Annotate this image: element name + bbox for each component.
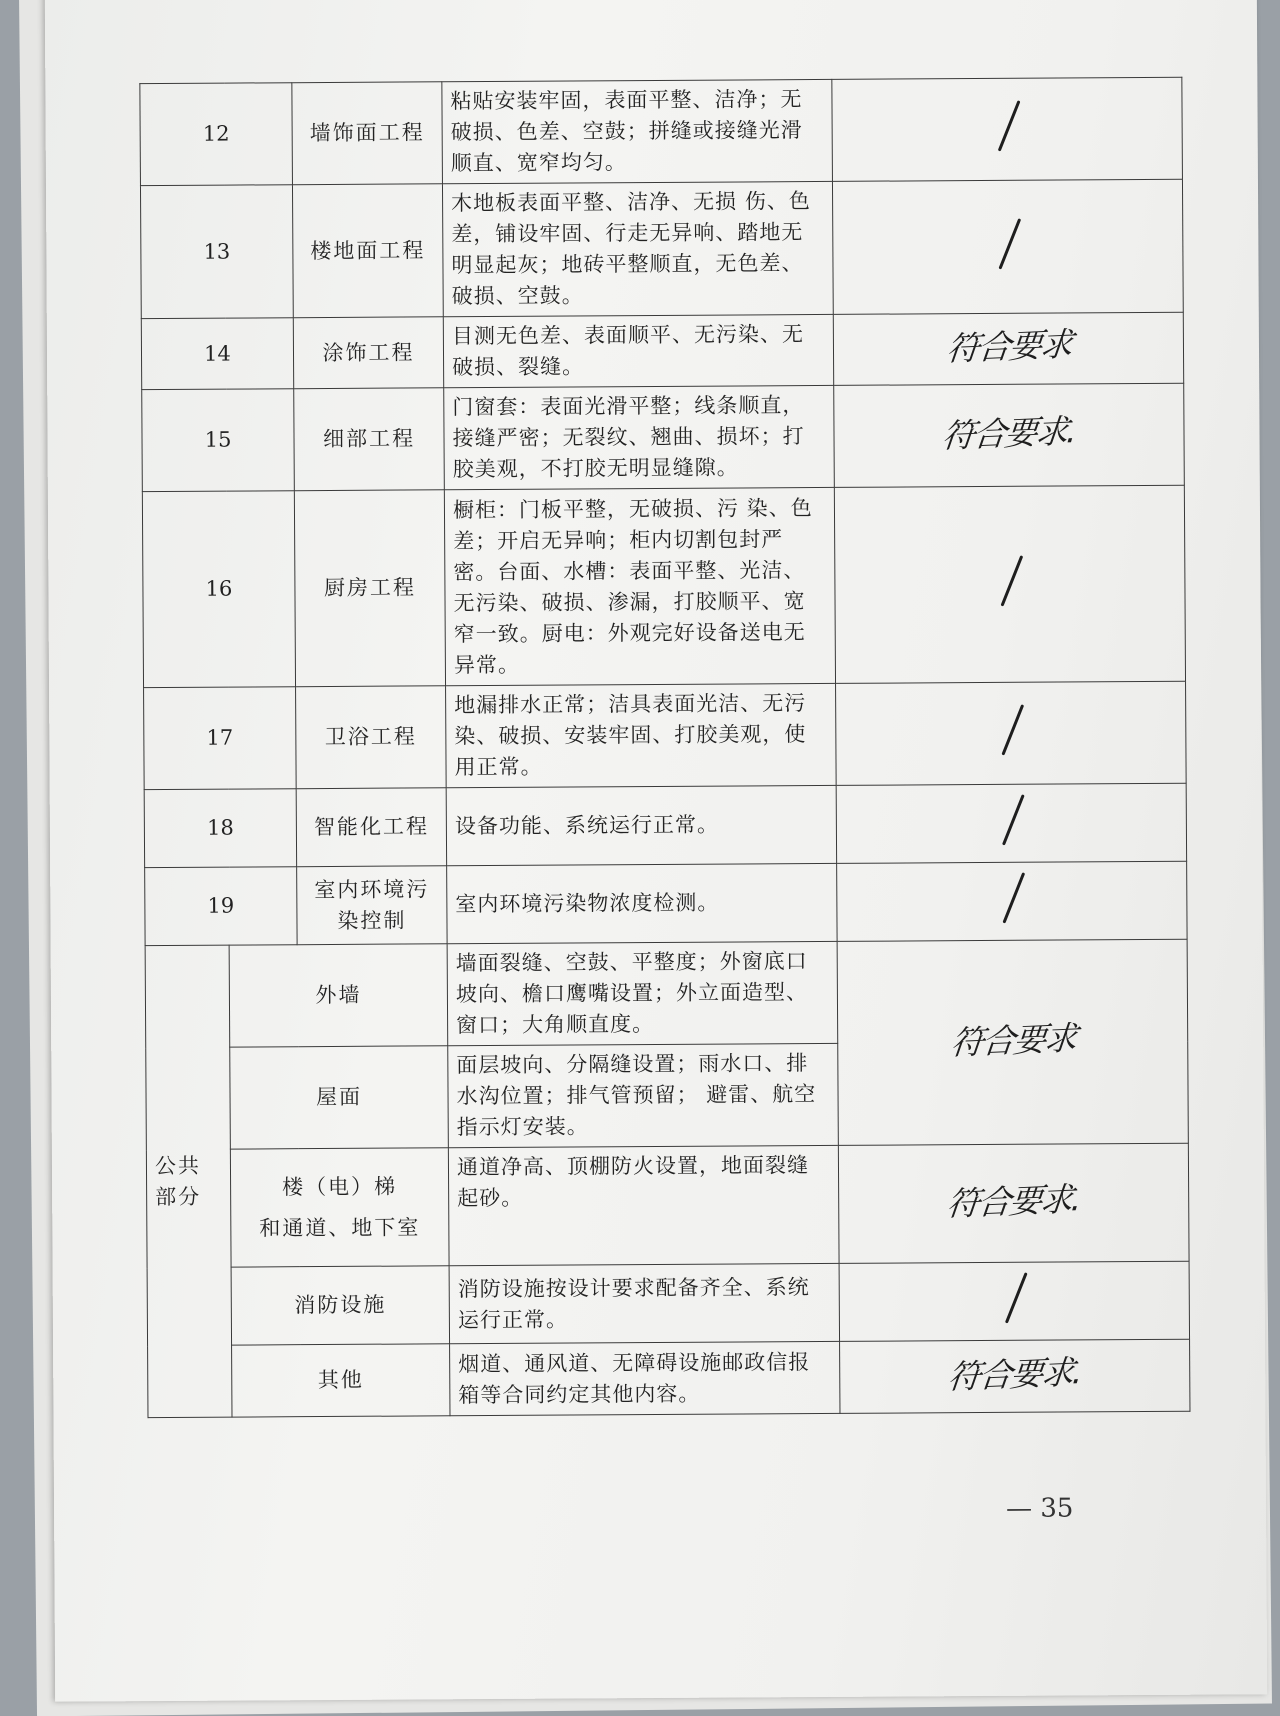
item-name: 消防设施: [231, 1266, 449, 1345]
table-row: [145, 939, 1188, 1047]
result-cell: [836, 681, 1187, 785]
table-row: [144, 681, 1187, 789]
table-row: [144, 783, 1186, 867]
item-standard: 目测无色差、表面顺平、无污染、无破损、裂缝。: [443, 314, 833, 387]
result-cell: [837, 939, 1188, 1145]
item-name-line: 和通道、地下室: [259, 1214, 421, 1240]
table-row: [140, 179, 1183, 318]
item-name: 卫浴工程: [296, 686, 447, 789]
row-number: 14: [141, 318, 293, 390]
table-row: [146, 1143, 1189, 1267]
page-number: — 35: [1005, 1493, 1074, 1524]
item-standard: 橱柜：门板平整，无破损、污 染、色差；开启无异响；柜内切割包封严密。台面、水槽：表面平整、光洁、无污染、破损、渗漏，打胶顺平、宽窄一致。厨电：外观完好设备送电无异常。: [444, 487, 835, 685]
result-cell: [840, 1339, 1190, 1413]
table-row: [148, 1339, 1190, 1417]
result-cell: [834, 383, 1185, 487]
table-row: [140, 77, 1183, 185]
row-number: 16: [142, 491, 295, 688]
item-standard: 通道净高、顶棚防火设置，地面裂缝起砂。: [448, 1145, 839, 1265]
item-name: 外墙: [229, 944, 448, 1047]
item-standard: 室内环境污染物浓度检测。: [447, 863, 837, 943]
result-cell: [834, 485, 1185, 683]
slash-mark: [980, 550, 1040, 610]
slash-mark: [982, 867, 1042, 927]
result-cell: [832, 77, 1183, 181]
item-name: 屋面: [230, 1046, 449, 1149]
item-standard: 面层坡向、分隔缝设置；雨水口、排水沟位置；排气管预留； 避雷、航空指示灯安装。: [448, 1043, 839, 1147]
item-standard: 粘贴安装牢固，表面平整、洁净；无破损、色差、空鼓；拼缝或接缝光滑顺直、宽窄均匀。: [442, 79, 833, 183]
item-name: 楼地面工程: [292, 184, 443, 318]
item-name: [230, 1148, 449, 1267]
item-name: 厨房工程: [294, 490, 445, 687]
result-cell: [838, 1143, 1189, 1263]
item-standard: 地漏排水正常；洁具表面光洁、无污染、破损、安装牢固、打胶美观，使用正常。: [446, 683, 837, 787]
row-number: 15: [142, 389, 295, 492]
result-cell: [839, 1261, 1189, 1341]
row-number: 17: [144, 687, 297, 790]
table-row: [141, 312, 1183, 389]
item-name: 智能化工程: [296, 788, 446, 867]
table-row: [142, 383, 1185, 491]
row-number: 18: [144, 789, 296, 868]
handwritten-result: 符合要求: [948, 1017, 1077, 1062]
slash-mark: [977, 95, 1037, 155]
item-name-line: 楼（电）梯: [282, 1174, 398, 1199]
item-standard: 消防设施按设计要求配备齐全、系统运行正常。: [449, 1263, 839, 1343]
row-number: 13: [140, 185, 293, 319]
result-cell: [836, 783, 1186, 863]
item-name: 室内环境污染控制: [297, 866, 447, 945]
item-name: 涂饰工程: [293, 317, 443, 389]
row-number: 19: [145, 867, 297, 946]
item-name: 墙饰面工程: [292, 82, 443, 185]
handwritten-result: 符合要求.: [946, 1351, 1084, 1397]
table-row: [142, 485, 1185, 687]
result-cell: [837, 861, 1187, 941]
table-row: [147, 1261, 1189, 1345]
row-number: 12: [140, 83, 293, 186]
table-row: [145, 861, 1187, 945]
item-name: 其他: [232, 1344, 450, 1417]
item-standard: 烟道、通风道、无障碍设施邮政信报箱等合同约定其他内容。: [450, 1341, 840, 1415]
result-cell: [833, 312, 1183, 385]
item-standard: 设备功能、系统运行正常。: [446, 785, 836, 865]
result-cell: [832, 179, 1183, 314]
public-area-label: 公共部分: [145, 945, 232, 1418]
handwritten-result: 符合要求: [944, 324, 1073, 369]
item-standard: 门窗套：表面光滑平整；线条顺直，接缝严密；无裂纹、翘曲、损坏；打胶美观，不打胶无明显缝隙。: [444, 385, 835, 489]
item-standard: 木地板表面平整、洁净、无损 伤、色差，铺设牢固、行走无异响、踏地无明显起灰；地砖平整顺直，无色差、破损、空鼓。: [442, 181, 833, 316]
slash-mark: [981, 789, 1041, 849]
slash-mark: [981, 699, 1041, 759]
slash-mark: [984, 1267, 1044, 1327]
item-standard: 墙面裂缝、空鼓、平整度；外窗底口坡向、檐口鹰嘴设置；外立面造型、窗口；大角顺直度。: [447, 941, 838, 1045]
document-page: [45, 0, 1267, 1702]
inspection-table: [139, 77, 1190, 1418]
item-name: 细部工程: [294, 388, 445, 491]
handwritten-result: 符合要求.: [945, 1178, 1083, 1224]
slash-mark: [978, 212, 1038, 272]
handwritten-result: 符合要求.: [940, 410, 1078, 456]
